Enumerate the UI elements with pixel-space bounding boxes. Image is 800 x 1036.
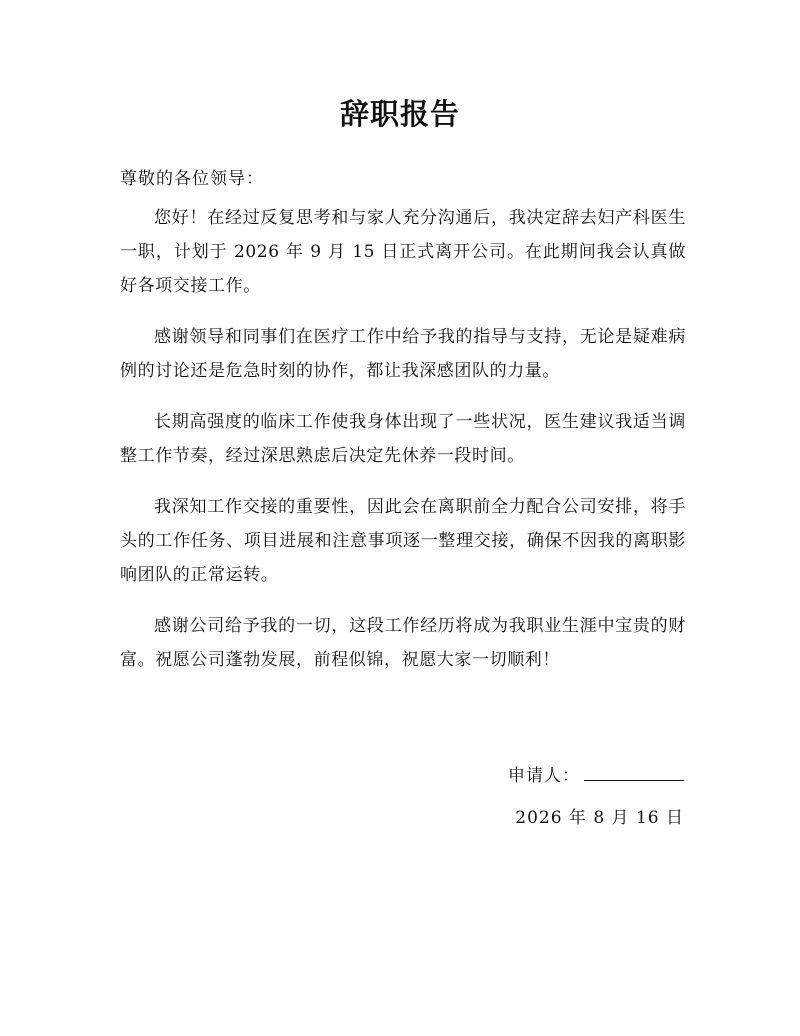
paragraph-4: 我深知工作交接的重要性，因此会在离职前全力配合公司安排，将手头的工作任务、项目进展和注意事项逐一整理交接，确保不因我的离职影响团队的正常运转。 [120,497,686,585]
paragraph-3: 长期高强度的临床工作使我身体出现了一些状况，医生建议我适当调整工作节奏，经过深思熟虑后决定先休养一段时间。 [120,412,686,466]
signature-line [584,766,684,781]
paragraph-2: 感谢领导和同事们在医疗工作中给予我的指导与支持，无论是疑难病例的讨论还是危急时刻的协作，都让我深感团队的力量。 [120,327,686,381]
applicant-label: 申请人： [508,766,580,786]
letter-date: 2026 年 8 月 16 日 [515,808,684,828]
paragraph-5: 感谢公司给予我的一切，这段工作经历将成为我职业生涯中宝贵的财富。祝愿公司蓬勃发展，前程似锦，祝愿大家一切顺利！ [120,616,686,670]
salutation: 尊敬的各位领导： [120,169,264,189]
signature-block [508,761,684,786]
paragraph-1: 您好！在经过反复思考和与家人充分沟通后，我决定辞去妇产科医生一职，计划于 2026 年 9 月 15 日正式离开公司。在此期间我会认真做好各项交接工作。 [120,208,686,296]
document-title: 辞职报告 [339,97,460,131]
